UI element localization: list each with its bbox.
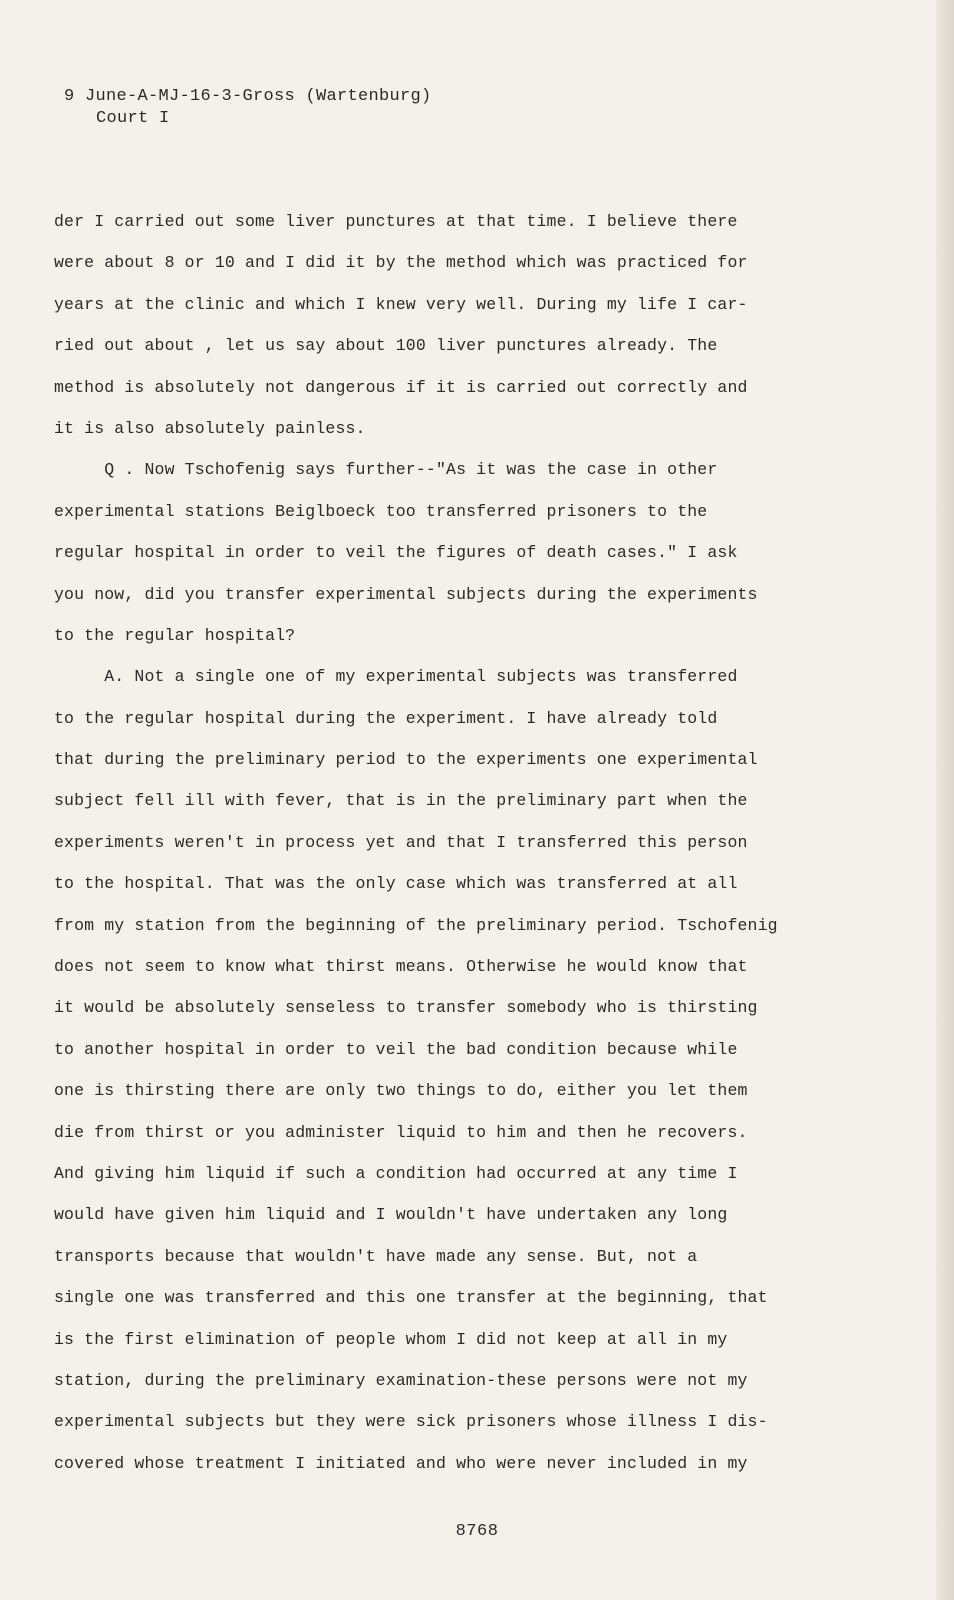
scan-edge	[936, 0, 954, 1600]
transcript-body	[54, 201, 914, 1484]
text-line: that during the preliminary period to the experiments one experimental	[54, 750, 758, 770]
text-line: would have given him liquid and I wouldn't have undertaken any long	[54, 1205, 728, 1225]
text-line: one is thirsting there are only two things to do, either you let them	[54, 1081, 748, 1101]
text-line: to the hospital. That was the only case which was transferred at all	[54, 874, 738, 894]
text-line: experiments weren't in process yet and that I transferred this person	[54, 832, 748, 852]
text-line: years at the clinic and which I knew very well. During my life I car-	[54, 294, 748, 314]
text-line: transports because that wouldn't have made any sense. But, not a	[54, 1246, 698, 1266]
page-number: 8768	[455, 1522, 499, 1541]
text-line: station, during the preliminary examination-these persons were not my	[54, 1370, 748, 1390]
text-line: die from thirst or you administer liquid to him and then he recovers.	[54, 1122, 748, 1142]
text-line: does not seem to know what thirst means. Otherwise he would know that	[54, 957, 748, 977]
text-line: to another hospital in order to veil the bad condition because while	[54, 1039, 738, 1059]
text-line: experimental stations Beiglboeck too transferred prisoners to the	[54, 501, 708, 521]
header-reference-line: 9 June-A-MJ-16-3-Gross (Wartenburg)	[64, 87, 432, 106]
text-line: method is absolutely not dangerous if it is carried out correctly and	[54, 377, 748, 397]
text-line: you now, did you transfer experimental subjects during the experiments	[54, 584, 758, 604]
text-line: regular hospital in order to veil the figures of death cases." I ask	[54, 543, 738, 563]
text-line: were about 8 or 10 and I did it by the method which was practiced for	[54, 253, 748, 273]
text-line: it is also absolutely painless.	[54, 418, 366, 438]
document-header	[64, 86, 432, 130]
text-line: experimental subjects but they were sick prisoners whose illness I dis-	[54, 1412, 768, 1432]
text-line: A. Not a single one of my experimental subjects was transferred	[54, 667, 738, 687]
text-line: single one was transferred and this one transfer at the beginning, that	[54, 1288, 768, 1308]
text-line: ried out about , let us say about 100 liver punctures already. The	[54, 336, 718, 356]
text-line: from my station from the beginning of the preliminary period. Tschofenig	[54, 915, 778, 935]
text-line: to the regular hospital during the experiment. I have already told	[54, 708, 718, 728]
text-line: to the regular hospital?	[54, 625, 296, 645]
text-line: subject fell ill with fever, that is in the preliminary part when the	[54, 791, 748, 811]
text-line: it would be absolutely senseless to transfer somebody who is thirsting	[54, 998, 758, 1018]
header-court-line: Court I	[96, 109, 170, 128]
text-line: covered whose treatment I initiated and who were never included in my	[54, 1453, 748, 1473]
text-line: Q . Now Tschofenig says further--"As it was the case in other	[54, 460, 718, 480]
text-line: der I carried out some liver punctures at that time. I believe there	[54, 212, 738, 231]
text-line: is the first elimination of people whom I did not keep at all in my	[54, 1329, 728, 1349]
text-line: And giving him liquid if such a condition had occurred at any time I	[54, 1163, 738, 1183]
